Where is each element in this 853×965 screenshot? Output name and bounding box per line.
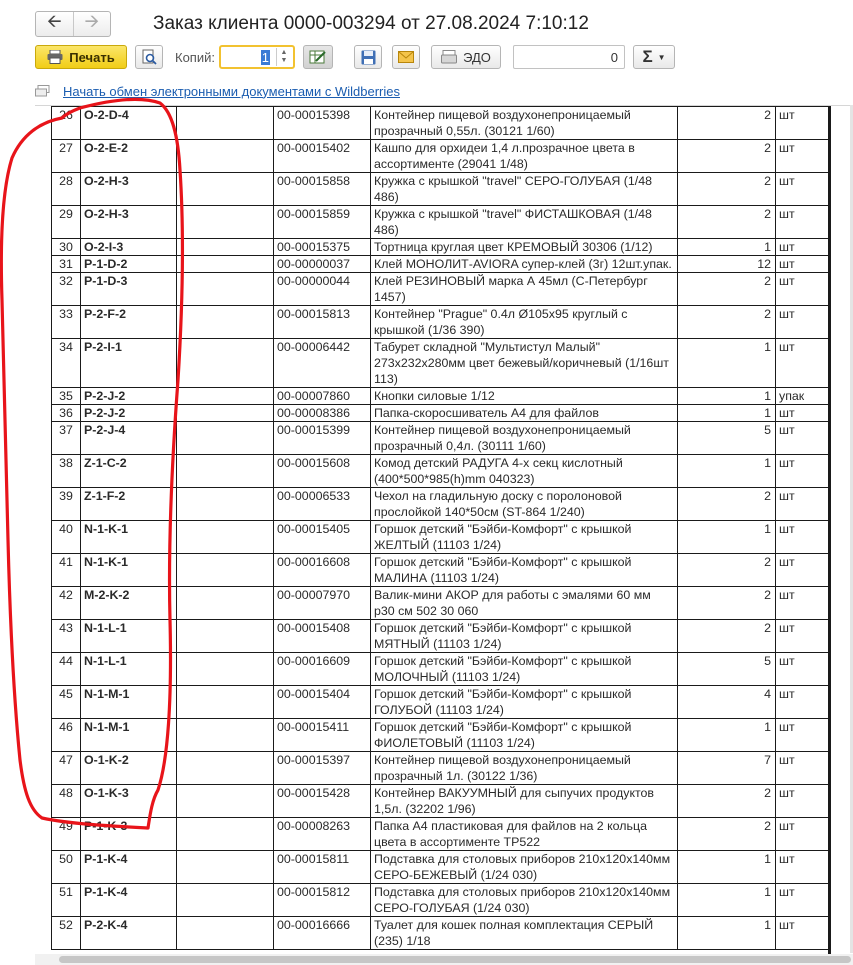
empty-column: [177, 620, 274, 653]
table-row: [52, 422, 829, 455]
storage-cell: O-2-E-2: [81, 140, 177, 173]
item-name: Подставка для столовых приборов 210х120х140мм СЕРО-ГОЛУБАЯ (1/24 030): [371, 884, 678, 917]
horizontal-scrollbar[interactable]: [35, 954, 853, 965]
empty-column: [177, 273, 274, 306]
storage-cell: O-1-K-3: [81, 785, 177, 818]
empty-column: [177, 306, 274, 339]
empty-column: [177, 107, 274, 140]
table-row: [52, 851, 829, 884]
row-number: 42: [52, 587, 81, 620]
unit: шт: [776, 653, 829, 686]
empty-column: [177, 851, 274, 884]
unit: шт: [776, 273, 829, 306]
item-name: Папка А4 пластиковая для файлов на 2 кольца цвета в ассортименте ТР522: [371, 818, 678, 851]
arrow-right-icon: 🡪: [84, 11, 100, 31]
table-row: [52, 455, 829, 488]
quantity: 2: [678, 488, 776, 521]
table-row: [52, 339, 829, 388]
item-code: 00-00015405: [274, 521, 371, 554]
unit: шт: [776, 206, 829, 239]
row-number: 35: [52, 388, 81, 405]
unit: шт: [776, 140, 829, 173]
table-row: [52, 719, 829, 752]
empty-column: [177, 818, 274, 851]
printer-icon: [47, 50, 63, 64]
item-code: 00-00015428: [274, 785, 371, 818]
quantity: 1: [678, 851, 776, 884]
unit: шт: [776, 752, 829, 785]
item-code: 00-00015411: [274, 719, 371, 752]
row-number: 43: [52, 620, 81, 653]
unit: шт: [776, 239, 829, 256]
table-row: [52, 206, 829, 239]
item-name: Валик-мини АКОР для работы с эмалями 60 мм р30 см 502 30 060: [371, 587, 678, 620]
quantity: 5: [678, 653, 776, 686]
item-name: Контейнер пищевой воздухонепроницаемый прозрачный 1л. (30122 1/36): [371, 752, 678, 785]
quantity: 2: [678, 554, 776, 587]
item-name: Подставка для столовых приборов 210х120х140мм СЕРО-БЕЖЕВЫЙ (1/24 030): [371, 851, 678, 884]
empty-column: [177, 173, 274, 206]
row-number: 36: [52, 405, 81, 422]
item-name: Кружка с крышкой "travel" ФИСТАШКОВАЯ (1/48 486): [371, 206, 678, 239]
row-number: 31: [52, 256, 81, 273]
print-form-document[interactable]: [35, 105, 853, 960]
magnifier-page-icon: [141, 49, 157, 65]
table-row: [52, 273, 829, 306]
row-number: 32: [52, 273, 81, 306]
quantity: 2: [678, 620, 776, 653]
unit: шт: [776, 818, 829, 851]
item-code: 00-00015812: [274, 884, 371, 917]
quantity: 2: [678, 107, 776, 140]
quantity: 1: [678, 388, 776, 405]
storage-cell: O-1-K-2: [81, 752, 177, 785]
print-button[interactable]: [35, 45, 127, 69]
item-code: 00-00015608: [274, 455, 371, 488]
item-code: 00-00008386: [274, 405, 371, 422]
table-row: [52, 818, 829, 851]
edit-mode-button[interactable]: [303, 45, 333, 69]
history-navigation: [35, 11, 111, 37]
item-code: 00-00015397: [274, 752, 371, 785]
table-row: [52, 239, 829, 256]
quantity: 1: [678, 719, 776, 752]
empty-column: [177, 206, 274, 239]
storage-cell: P-1-K-3: [81, 818, 177, 851]
empty-column: [177, 256, 274, 273]
item-name: Папка-скоросшиватель А4 для файлов: [371, 405, 678, 422]
storage-cell: P-1-D-2: [81, 256, 177, 273]
storage-cell: P-2-J-2: [81, 388, 177, 405]
empty-column: [177, 239, 274, 256]
item-code: 00-00015398: [274, 107, 371, 140]
unit: упак: [776, 388, 829, 405]
storage-cell: P-2-J-4: [81, 422, 177, 455]
table-row: [52, 620, 829, 653]
preview-button[interactable]: [135, 45, 163, 69]
empty-column: [177, 388, 274, 405]
unit: шт: [776, 422, 829, 455]
spin-up-icon[interactable]: ▲: [280, 49, 288, 56]
item-name: Контейнер "Prague" 0.4л Ø105х95 круглый с крышкой (1/36 390): [371, 306, 678, 339]
empty-column: [177, 785, 274, 818]
copies-stepper[interactable]: [276, 48, 291, 66]
edo-link-row: [35, 82, 400, 100]
empty-column: [177, 884, 274, 917]
quantity: 1: [678, 455, 776, 488]
table-row: [52, 752, 829, 785]
row-number: 39: [52, 488, 81, 521]
quantity: 2: [678, 173, 776, 206]
empty-column: [177, 686, 274, 719]
item-name: Кнопки силовые 1/12: [371, 388, 678, 405]
item-code: 00-00015408: [274, 620, 371, 653]
storage-cell: P-2-F-2: [81, 306, 177, 339]
storage-cell: M-2-K-2: [81, 587, 177, 620]
item-code: 00-00016666: [274, 917, 371, 950]
item-code: 00-00016609: [274, 653, 371, 686]
back-button[interactable]: [36, 12, 73, 36]
empty-column: [177, 653, 274, 686]
storage-cell: O-2-D-4: [81, 107, 177, 140]
row-number: 51: [52, 884, 81, 917]
table-row: [52, 554, 829, 587]
quantity: 1: [678, 521, 776, 554]
unit: шт: [776, 719, 829, 752]
quantity: 4: [678, 686, 776, 719]
row-number: 37: [52, 422, 81, 455]
quantity: 2: [678, 206, 776, 239]
item-code: 00-00016608: [274, 554, 371, 587]
edo-button-label: ЭДО: [463, 49, 491, 65]
empty-column: [177, 587, 274, 620]
table-row: [52, 306, 829, 339]
storage-cell: N-1-L-1: [81, 653, 177, 686]
item-name: Кружка с крышкой "travel" СЕРО-ГОЛУБАЯ (1/48 486): [371, 173, 678, 206]
item-code: 00-00015399: [274, 422, 371, 455]
row-number: 34: [52, 339, 81, 388]
arrow-left-icon: 🡨: [46, 11, 62, 31]
unit: шт: [776, 306, 829, 339]
quantity: 1: [678, 884, 776, 917]
order-items-table: [51, 106, 829, 950]
unit: шт: [776, 455, 829, 488]
table-row: [52, 884, 829, 917]
storage-cell: P-2-I-1: [81, 339, 177, 388]
unit: шт: [776, 554, 829, 587]
empty-column: [177, 339, 274, 388]
dropdown-arrow-icon: ▼: [657, 52, 666, 62]
unit: шт: [776, 851, 829, 884]
edo-start-link[interactable]: Начать обмен электронными документами с Wildberries: [63, 83, 400, 99]
table-row: [52, 686, 829, 719]
storage-cell: Z-1-F-2: [81, 488, 177, 521]
item-name: Горшок детский "Бэйби-Комфорт" с крышкой ГОЛУБОЙ (11103 1/24): [371, 686, 678, 719]
item-name: Контейнер пищевой воздухонепроницаемый прозрачный 0,4л. (30111 1/60): [371, 422, 678, 455]
unit: шт: [776, 256, 829, 273]
item-name: Горшок детский "Бэйби-Комфорт" с крышкой ЖЕЛТЫЙ (11103 1/24): [371, 521, 678, 554]
quantity: 2: [678, 785, 776, 818]
page-title: Заказ клиента 0000-003294 от 27.08.2024 7:10:12: [153, 13, 589, 34]
edo-exchange-icon: [35, 85, 50, 97]
item-code: 00-00006442: [274, 339, 371, 388]
quantity: 1: [678, 239, 776, 256]
empty-column: [177, 752, 274, 785]
row-number: 49: [52, 818, 81, 851]
storage-cell: N-1-M-1: [81, 686, 177, 719]
unit: шт: [776, 173, 829, 206]
empty-column: [177, 405, 274, 422]
unit: шт: [776, 785, 829, 818]
quantity: 12: [678, 256, 776, 273]
row-number: 50: [52, 851, 81, 884]
unit: шт: [776, 405, 829, 422]
table-row: [52, 173, 829, 206]
item-name: Кашпо для орхидеи 1,4 л.прозрачное цвета в ассортименте (29041 1/48): [371, 140, 678, 173]
storage-cell: P-1-K-4: [81, 851, 177, 884]
edo-button[interactable]: [431, 45, 501, 69]
item-name: Комод детский РАДУГА 4-х секц кислотный (400*500*985(h)mm 040323): [371, 455, 678, 488]
sum-menu-button[interactable]: [633, 45, 675, 69]
row-number: 26: [52, 107, 81, 140]
row-number: 40: [52, 521, 81, 554]
unit: шт: [776, 917, 829, 950]
row-number: 46: [52, 719, 81, 752]
floppy-disk-icon: [361, 50, 376, 65]
quantity: 1: [678, 917, 776, 950]
table-edit-icon: [309, 49, 327, 65]
table-row: [52, 140, 829, 173]
storage-cell: N-1-L-1: [81, 620, 177, 653]
copies-value: 1: [261, 49, 269, 65]
empty-column: [177, 719, 274, 752]
storage-cell: P-1-K-4: [81, 884, 177, 917]
unit: шт: [776, 339, 829, 388]
quantity: 2: [678, 818, 776, 851]
item-code: 00-00015811: [274, 851, 371, 884]
quantity: 2: [678, 306, 776, 339]
scrollbar-thumb[interactable]: [59, 956, 851, 963]
item-name: Клей МОНОЛИТ-AVIORA супер-клей (3г) 12шт.упак.: [371, 256, 678, 273]
unit: шт: [776, 521, 829, 554]
copies-input[interactable]: [219, 45, 295, 69]
table-row: [52, 587, 829, 620]
empty-column: [177, 422, 274, 455]
numeric-field-value: 0: [610, 49, 618, 65]
quantity: 7: [678, 752, 776, 785]
print-button-label: Печать: [69, 49, 115, 65]
item-name: Горшок детский "Бэйби-Комфорт" с крышкой ФИОЛЕТОВЫЙ (11103 1/24): [371, 719, 678, 752]
item-name: Горшок детский "Бэйби-Комфорт" с крышкой МАЛИНА (11103 1/24): [371, 554, 678, 587]
empty-column: [177, 917, 274, 950]
unit: шт: [776, 587, 829, 620]
storage-cell: P-2-K-4: [81, 917, 177, 950]
storage-cell: Z-1-C-2: [81, 455, 177, 488]
item-code: 00-00015402: [274, 140, 371, 173]
table-row: [52, 653, 829, 686]
storage-cell: N-1-K-1: [81, 554, 177, 587]
copies-label: Копий:: [175, 50, 215, 65]
storage-cell: P-1-D-3: [81, 273, 177, 306]
item-name: Туалет для кошек полная комплектация СЕРЫЙ (235) 1/18: [371, 917, 678, 950]
quantity: 5: [678, 422, 776, 455]
item-code: 00-00015859: [274, 206, 371, 239]
item-code: 00-00015404: [274, 686, 371, 719]
quantity: 1: [678, 339, 776, 388]
item-code: 00-00007970: [274, 587, 371, 620]
row-number: 28: [52, 173, 81, 206]
quantity: 2: [678, 587, 776, 620]
toolbar: [35, 45, 853, 71]
item-code: 00-00000037: [274, 256, 371, 273]
unit: шт: [776, 488, 829, 521]
row-number: 45: [52, 686, 81, 719]
row-number: 33: [52, 306, 81, 339]
table-row: [52, 107, 829, 140]
item-name: Табурет складной "Мультистул Малый" 273х232х280мм цвет бежевый/коричневый (1/16шт 113): [371, 339, 678, 388]
storage-cell: O-2-H-3: [81, 206, 177, 239]
item-code: 00-00000044: [274, 273, 371, 306]
row-number: 47: [52, 752, 81, 785]
item-name: Горшок детский "Бэйби-Комфорт" с крышкой МОЛОЧНЫЙ (11103 1/24): [371, 653, 678, 686]
sigma-icon: Σ: [642, 47, 653, 66]
empty-column: [177, 488, 274, 521]
table-row: [52, 785, 829, 818]
storage-cell: O-2-I-3: [81, 239, 177, 256]
quantity: 1: [678, 405, 776, 422]
unit: шт: [776, 620, 829, 653]
item-code: 00-00015858: [274, 173, 371, 206]
row-number: 38: [52, 455, 81, 488]
item-name: Клей РЕЗИНОВЫЙ марка А 45мл (С-Петербург 1457): [371, 273, 678, 306]
table-row: [52, 488, 829, 521]
table-row: [52, 388, 829, 405]
storage-cell: P-2-J-2: [81, 405, 177, 422]
table-row: [52, 917, 829, 950]
row-number: 52: [52, 917, 81, 950]
item-name: Горшок детский "Бэйби-Комфорт" с крышкой МЯТНЫЙ (11103 1/24): [371, 620, 678, 653]
empty-column: [177, 140, 274, 173]
quantity: 2: [678, 273, 776, 306]
item-name: Контейнер пищевой воздухонепроницаемый прозрачный 0,55л. (30121 1/60): [371, 107, 678, 140]
empty-column: [177, 455, 274, 488]
numeric-field[interactable]: [513, 45, 625, 69]
item-code: 00-00006533: [274, 488, 371, 521]
storage-cell: O-2-H-3: [81, 173, 177, 206]
quantity: 2: [678, 140, 776, 173]
table-row: [52, 405, 829, 422]
row-number: 41: [52, 554, 81, 587]
row-number: 48: [52, 785, 81, 818]
item-name: Тортница круглая цвет КРЕМОВЫЙ 30306 (1/12): [371, 239, 678, 256]
envelope-icon: [398, 51, 414, 63]
unit: шт: [776, 884, 829, 917]
save-button[interactable]: [354, 45, 382, 69]
storage-cell: N-1-M-1: [81, 719, 177, 752]
table-row: [52, 521, 829, 554]
row-number: 30: [52, 239, 81, 256]
forward-button[interactable]: [73, 12, 111, 36]
edo-document-icon: [441, 50, 457, 64]
send-email-button[interactable]: [392, 45, 420, 69]
item-code: 00-00007860: [274, 388, 371, 405]
storage-cell: N-1-K-1: [81, 521, 177, 554]
empty-column: [177, 554, 274, 587]
empty-column: [177, 521, 274, 554]
item-name: Контейнер ВАКУУМНЫЙ для сыпучих продуктов 1,5л. (32202 1/96): [371, 785, 678, 818]
item-code: 00-00008263: [274, 818, 371, 851]
spin-down-icon[interactable]: ▼: [280, 57, 288, 64]
table-row: [52, 256, 829, 273]
row-number: 29: [52, 206, 81, 239]
item-code: 00-00015375: [274, 239, 371, 256]
table-right-border: [828, 106, 831, 955]
unit: шт: [776, 686, 829, 719]
row-number: 44: [52, 653, 81, 686]
unit: шт: [776, 107, 829, 140]
item-name: Чехол на гладильную доску с поролоновой прослойкой 140*50см (ST-864 1/240): [371, 488, 678, 521]
row-number: 27: [52, 140, 81, 173]
item-code: 00-00015813: [274, 306, 371, 339]
